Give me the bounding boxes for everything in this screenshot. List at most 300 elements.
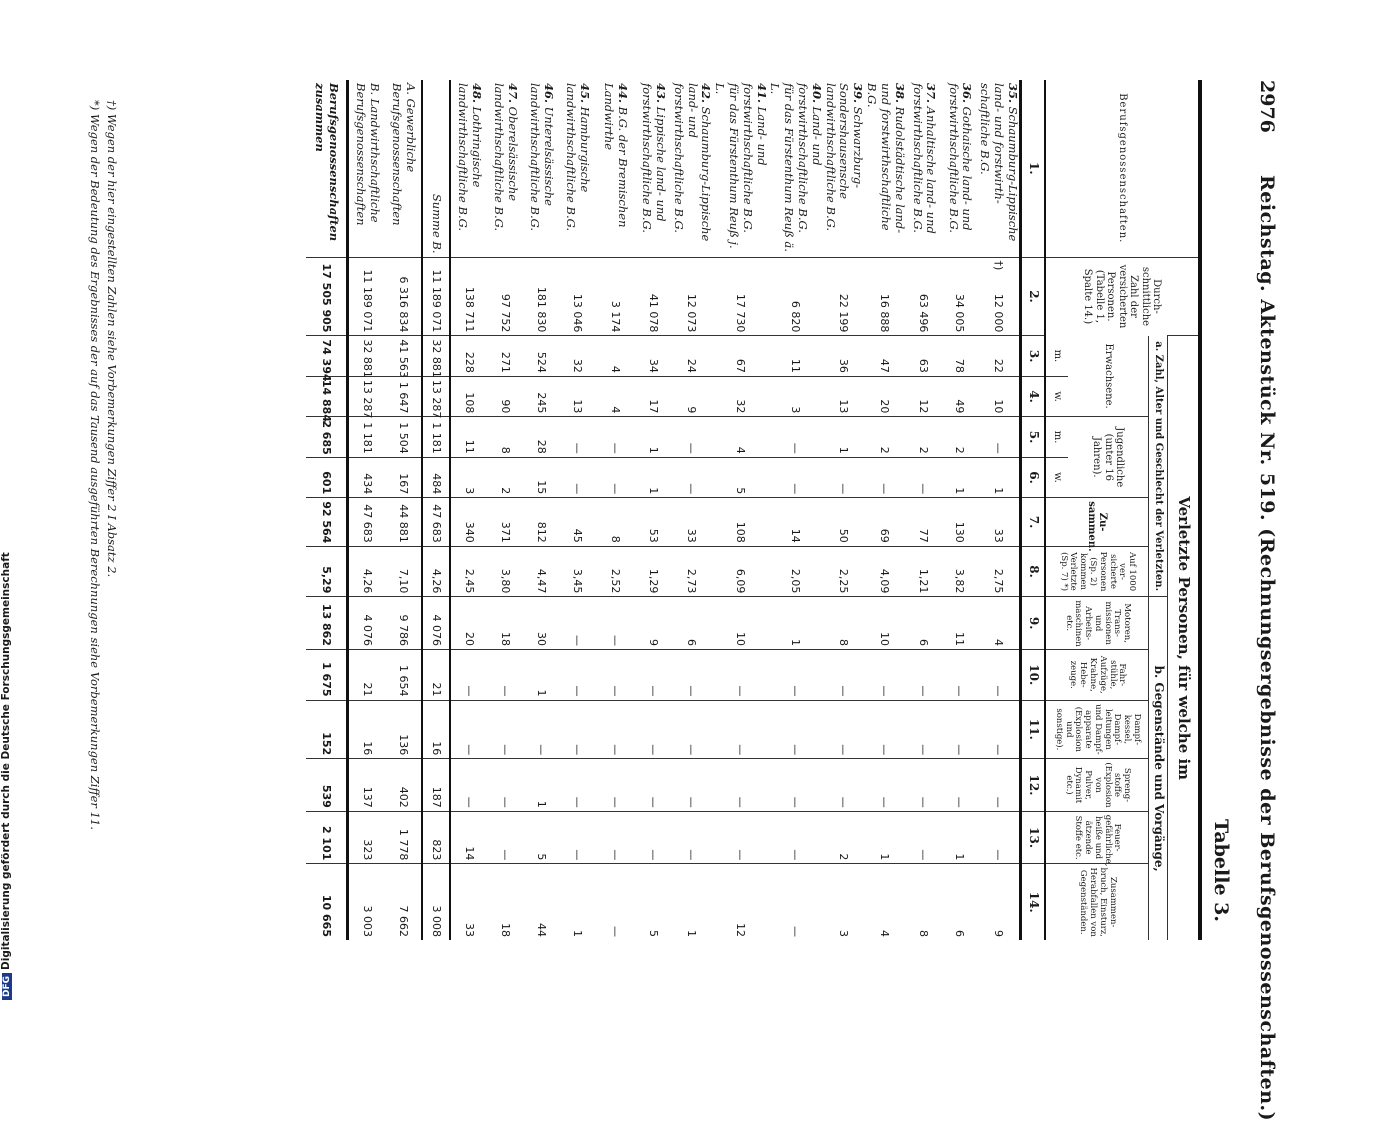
cell-value: 6	[685, 638, 699, 646]
cell-c7	[906, 498, 942, 547]
col-number: 9.	[1021, 597, 1046, 650]
cell-value: 1	[534, 689, 548, 697]
cell-value: —	[991, 685, 1005, 697]
cell-c8	[823, 546, 864, 597]
cell-c13	[523, 811, 559, 864]
cell-value: 2	[953, 446, 967, 454]
cell-value: —	[608, 442, 622, 454]
cell-value: —	[685, 849, 699, 861]
title-row	[1168, 80, 1201, 940]
col-number: 13.	[1021, 811, 1046, 864]
cell-c2	[864, 257, 905, 336]
cell-c14	[768, 864, 823, 940]
cell-value: 21	[429, 682, 443, 697]
cell-value: 14 884	[319, 379, 333, 422]
cell-value: 63	[917, 358, 931, 373]
cell-value: 8	[837, 638, 851, 646]
cell-value: —	[498, 685, 512, 697]
summary-label	[348, 80, 386, 257]
cell-value: 8	[608, 535, 622, 543]
row-label	[559, 80, 595, 257]
row-number: 46.	[541, 83, 556, 104]
cell-value: 36	[837, 358, 851, 373]
cell-value: 5	[646, 930, 660, 937]
cell-value: 12 073	[685, 293, 699, 333]
group-a-header: a. Zahl, Alter und Geschlecht der Verletzten.	[1149, 336, 1168, 597]
row-label	[823, 80, 864, 257]
cell-c11	[450, 700, 487, 759]
cell-c3	[823, 336, 864, 376]
cell-value: 17	[646, 399, 660, 414]
cell-value: —	[685, 685, 699, 697]
cell-c11	[906, 700, 942, 759]
cell-c3	[559, 336, 595, 376]
cell-c8	[712, 546, 767, 597]
cell-c6	[635, 457, 671, 497]
cell-c13	[864, 811, 905, 864]
cell-c9	[712, 597, 767, 650]
cell-value: —	[646, 849, 660, 861]
total-c7	[306, 498, 348, 547]
cell-value: 138 711	[462, 286, 476, 333]
cell-c14	[595, 864, 635, 940]
cell-value: —	[837, 744, 851, 756]
cell-value: 2	[878, 446, 892, 454]
cell-value: 32	[733, 399, 747, 414]
cell-c14	[823, 864, 864, 940]
cell-value: 271	[498, 351, 512, 373]
cell-c8	[768, 546, 823, 597]
cell-c10	[942, 649, 978, 700]
summary-c9	[348, 597, 386, 650]
cell-value: —	[878, 685, 892, 697]
table-row	[595, 80, 635, 940]
cell-value: 32	[570, 358, 584, 373]
cell-c9	[595, 597, 635, 650]
cell-c13	[712, 811, 767, 864]
row-label	[864, 80, 905, 257]
cell-value: 97 752	[498, 293, 512, 333]
summe-b-c6	[422, 457, 450, 497]
cell-value: 22	[991, 358, 1005, 373]
cell-value: —	[991, 442, 1005, 454]
cell-c4	[635, 376, 671, 416]
cell-value: —	[878, 483, 892, 495]
cell-value: 1	[646, 487, 660, 495]
row-name: Anhaltische land- und forstwirthschaftliche B.G.	[910, 83, 939, 234]
cell-c14	[978, 864, 1021, 940]
cell-c6	[942, 457, 978, 497]
cell-value: 18	[498, 923, 512, 937]
summe-b-c7	[422, 498, 450, 547]
cell-value: 3	[837, 930, 851, 937]
cell-value: 13 287	[360, 379, 374, 419]
cell-c7	[942, 498, 978, 547]
cell-value: —	[788, 744, 802, 756]
cell-value: 13 046	[570, 293, 584, 333]
total-c10	[306, 649, 348, 700]
cell-value: 2 101	[319, 825, 333, 861]
cell-c5	[942, 417, 978, 457]
cell-value: 92 564	[319, 501, 333, 544]
cell-value: —	[498, 849, 512, 861]
cell-value: 3,82	[953, 568, 967, 594]
cell-c6	[768, 457, 823, 497]
cell-c2	[823, 257, 864, 336]
cell-c7	[450, 498, 487, 547]
row-label	[712, 80, 767, 257]
cell-value: 4	[878, 930, 892, 937]
cell-value: 1 778	[396, 828, 410, 861]
cell-c12	[487, 759, 523, 812]
cell-value: 11 189 071	[360, 269, 374, 333]
row-name: Land- und forstwirthschaftliche B.G. für das Fürstenthum Reuß ä. L.	[768, 83, 824, 252]
cell-c9	[768, 597, 823, 650]
cell-value: 47 683	[429, 504, 443, 543]
column-number-row	[1021, 80, 1046, 940]
row-name: Schwarzburg-Sondershausensche landwirthschaftliche B.G.	[823, 83, 866, 232]
cell-value: 45	[570, 528, 584, 543]
cell-c11	[768, 700, 823, 759]
summe-b-row	[422, 80, 450, 940]
cell-value: 90	[498, 399, 512, 414]
row-name: Land- und forstwirthschaftliche B.G. für das Fürstenthum Reuß j. L.	[713, 83, 769, 249]
cell-c2	[978, 257, 1021, 336]
rotated-page	[30, 80, 1280, 1121]
table-row	[712, 80, 767, 940]
summary-c5	[348, 417, 386, 457]
cell-c14	[559, 864, 595, 940]
cell-value: —	[462, 685, 476, 697]
cell-value: 74 394	[319, 339, 333, 382]
cell-c7	[635, 498, 671, 547]
cell-value: 10	[878, 631, 892, 646]
cell-c5	[671, 417, 712, 457]
summary-c7	[348, 498, 386, 547]
cell-value: 187	[429, 786, 443, 808]
row-number: 48.	[469, 83, 484, 104]
cell-value: 41 563	[396, 339, 410, 378]
cell-value: 4	[608, 365, 622, 373]
summary-c8	[385, 546, 422, 597]
cell-c3	[864, 336, 905, 376]
cell-c10	[523, 649, 559, 700]
cell-c5	[559, 417, 595, 457]
cell-c11	[559, 700, 595, 759]
cell-c7	[487, 498, 523, 547]
cell-value: —	[837, 685, 851, 697]
cell-c8	[559, 546, 595, 597]
cell-c13	[595, 811, 635, 864]
cell-c5	[635, 417, 671, 457]
cell-value: 44 881	[396, 504, 410, 543]
cell-value: 32 881	[360, 339, 374, 378]
col-number: 4.	[1021, 376, 1046, 416]
cell-value: —	[646, 685, 660, 697]
cell-value: 34 005	[953, 293, 967, 333]
cell-value: —	[991, 849, 1005, 861]
cell-value: —	[498, 796, 512, 808]
cell-c2	[559, 257, 595, 336]
cell-c6	[450, 457, 487, 497]
cell-c7	[823, 498, 864, 547]
table-row	[978, 80, 1021, 940]
col-number: 12.	[1021, 759, 1046, 812]
col-header-8: Auf 1000 versicherte Personen (Sp. 2) kommen Verletzte (Sp. 7) *)	[1045, 546, 1149, 597]
cell-value: —	[570, 442, 584, 454]
cell-value: —	[917, 849, 931, 861]
cell-c13	[487, 811, 523, 864]
cell-c4	[942, 376, 978, 416]
cell-value: 11	[788, 358, 802, 373]
cell-value: 53	[646, 528, 660, 543]
summe-b-c14	[422, 864, 450, 940]
total-c6	[306, 457, 348, 497]
cell-value: —	[608, 926, 622, 937]
col-header-4-w: w.	[1045, 376, 1068, 416]
row-name: Schaumburg-Lippische land- und forstwirthschaftliche B.G.	[978, 83, 1020, 242]
cell-value: 13 862	[319, 603, 333, 646]
total-label	[306, 80, 348, 257]
cell-c12	[559, 759, 595, 812]
cell-value: 167	[396, 473, 410, 495]
summary-c11	[385, 700, 422, 759]
cell-value: —	[498, 744, 512, 756]
table-row	[450, 80, 487, 940]
row-name: Rudolstädtische land- und forstwirthschaftliche B.G.	[865, 83, 907, 234]
summe-b-c12	[422, 759, 450, 812]
cell-c9	[864, 597, 905, 650]
summe-b-c3	[422, 336, 450, 376]
summary-c10	[348, 649, 386, 700]
col-header-14: Zusammenbruch, Einsturz, Herabfallen von Gegenständen.	[1045, 864, 1149, 940]
cell-value: 8	[498, 446, 512, 454]
cell-value: 434	[360, 473, 374, 495]
col-header-7: Zusammen.	[1045, 498, 1149, 547]
cell-value: 69	[878, 528, 892, 543]
cell-c3	[523, 336, 559, 376]
cell-c5	[864, 417, 905, 457]
table-row	[823, 80, 864, 940]
cell-c8	[595, 546, 635, 597]
summe-b-label	[422, 80, 450, 257]
cell-c5	[487, 417, 523, 457]
cell-value: 3 174	[608, 300, 622, 333]
cell-c6	[595, 457, 635, 497]
cell-c8	[450, 546, 487, 597]
summary-c6	[348, 457, 386, 497]
cell-value: 323	[360, 839, 374, 861]
col-header-11: Dampfkessel, Dampfleitungen und Dampfapparate (Explosion und sonstige).	[1045, 700, 1149, 759]
col-header-5-m: m.	[1045, 417, 1068, 457]
cell-c2	[671, 257, 712, 336]
col-header-1: Berufsgenossenschaften.	[1045, 80, 1200, 257]
summe-b-c9	[422, 597, 450, 650]
cell-value: —	[788, 796, 802, 808]
cell-value: 539	[319, 784, 333, 808]
row-number: 41.	[754, 83, 769, 104]
table-row	[864, 80, 905, 940]
row-label	[635, 80, 671, 257]
cell-value: 3	[788, 406, 802, 414]
cell-value: 12	[733, 923, 747, 937]
cell-value: 78	[953, 358, 967, 373]
summe-b-c13	[422, 811, 450, 864]
cell-value: 601	[319, 471, 333, 495]
cell-c4	[595, 376, 635, 416]
cell-c10	[978, 649, 1021, 700]
cell-c12	[712, 759, 767, 812]
cell-value: —	[917, 685, 931, 697]
cell-value: 13	[837, 399, 851, 414]
summary-c5	[385, 417, 422, 457]
cell-c11	[487, 700, 523, 759]
cell-c11	[523, 700, 559, 759]
cell-c6	[559, 457, 595, 497]
cell-value: 524	[534, 351, 548, 373]
dagger-mark: †)	[991, 260, 1005, 271]
cell-c12	[906, 759, 942, 812]
cell-value: 7 662	[396, 905, 410, 937]
cell-value: 13 287	[429, 379, 443, 419]
cell-value: 4	[991, 638, 1005, 646]
cell-c9	[635, 597, 671, 650]
cell-value: 3,45	[570, 568, 584, 594]
cell-c11	[595, 700, 635, 759]
cell-c2	[595, 257, 635, 336]
col-number: 1.	[1021, 80, 1046, 257]
cell-c13	[450, 811, 487, 864]
summary-c12	[385, 759, 422, 812]
cell-c11	[864, 700, 905, 759]
cell-value: —	[608, 744, 622, 756]
cell-c14	[450, 864, 487, 940]
total-c4	[306, 376, 348, 422]
cell-value: 5	[534, 853, 548, 861]
summary-c10	[385, 649, 422, 700]
cell-value: 1	[685, 930, 699, 937]
col-number: 6.	[1021, 457, 1046, 497]
cell-value: —	[646, 796, 660, 808]
cell-c7	[671, 498, 712, 547]
total-row	[306, 80, 348, 940]
cell-value: —	[570, 849, 584, 861]
cell-c8	[864, 546, 905, 597]
row-name: Oberelsässische landwirthschaftliche B.G.	[492, 83, 520, 232]
cell-value: —	[646, 744, 660, 756]
cell-c3	[712, 336, 767, 376]
cell-c13	[768, 811, 823, 864]
cell-c10	[768, 649, 823, 700]
summe-b-c5	[422, 417, 450, 457]
cell-value: 10	[733, 631, 747, 646]
cell-value: —	[685, 483, 699, 495]
cell-value: 823	[429, 839, 443, 861]
cell-c10	[823, 649, 864, 700]
cell-value: 152	[319, 732, 333, 756]
cell-c2	[906, 257, 942, 336]
cell-value: 9 786	[396, 614, 410, 646]
cell-value: 9	[991, 930, 1005, 937]
cell-value: 2,73	[685, 568, 699, 594]
cell-c5	[450, 417, 487, 457]
cell-value: 9	[646, 638, 660, 646]
cell-c9	[978, 597, 1021, 650]
cell-value: 6	[953, 930, 967, 937]
footnotes	[86, 100, 121, 920]
cell-c2	[942, 257, 978, 336]
cell-c5	[823, 417, 864, 457]
cell-value: 9	[685, 406, 699, 414]
cell-value: 1 675	[319, 662, 333, 697]
cell-c7	[559, 498, 595, 547]
cell-c6	[864, 457, 905, 497]
cell-c2	[450, 257, 487, 336]
cell-value: —	[788, 685, 802, 697]
cell-c3	[768, 336, 823, 376]
cell-c6	[978, 457, 1021, 497]
summary-c9	[385, 597, 422, 650]
summary-c3	[385, 336, 422, 376]
cell-c12	[978, 759, 1021, 812]
cell-c3	[487, 336, 523, 376]
cell-value: 34	[646, 358, 660, 373]
cell-c12	[635, 759, 671, 812]
cell-value: —	[570, 685, 584, 697]
summary-row	[348, 80, 386, 940]
cell-c13	[671, 811, 712, 864]
cell-value: 11	[462, 439, 476, 454]
cell-value: 108	[462, 392, 476, 414]
row-number: 39.	[851, 83, 866, 104]
cell-value: —	[608, 796, 622, 808]
cell-value: 812	[534, 521, 548, 543]
cell-c3	[906, 336, 942, 376]
cell-c12	[671, 759, 712, 812]
cell-value: 18	[498, 631, 512, 646]
cell-value: 10 665	[319, 894, 333, 937]
cell-c6	[487, 457, 523, 497]
cell-c14	[942, 864, 978, 940]
cell-value: 402	[396, 786, 410, 808]
table-row	[523, 80, 559, 940]
cell-value: 11 189 071	[429, 269, 443, 333]
cell-value: 5	[733, 487, 747, 495]
summary-label	[385, 80, 422, 257]
cell-c10	[635, 649, 671, 700]
cell-value: 20	[462, 631, 476, 646]
cell-value: 1	[570, 930, 584, 937]
cell-c3	[595, 336, 635, 376]
cell-value: 3	[462, 487, 476, 495]
col-number: 10.	[1021, 649, 1046, 700]
cell-value: 20	[878, 399, 892, 414]
cell-value: —	[570, 483, 584, 495]
cell-value: 181 830	[534, 286, 548, 333]
row-label	[523, 80, 559, 257]
cell-value: 3 008	[429, 905, 443, 937]
cell-c4	[559, 376, 595, 416]
total-c8	[306, 546, 348, 597]
cell-c8	[978, 546, 1021, 597]
cell-c2	[523, 257, 559, 336]
summary-c4	[348, 376, 386, 419]
cell-value: —	[788, 442, 802, 454]
cell-value: —	[837, 796, 851, 808]
running-header	[1244, 80, 1278, 1121]
cell-value: 67	[733, 358, 747, 373]
cell-value: 5,29	[319, 566, 333, 594]
